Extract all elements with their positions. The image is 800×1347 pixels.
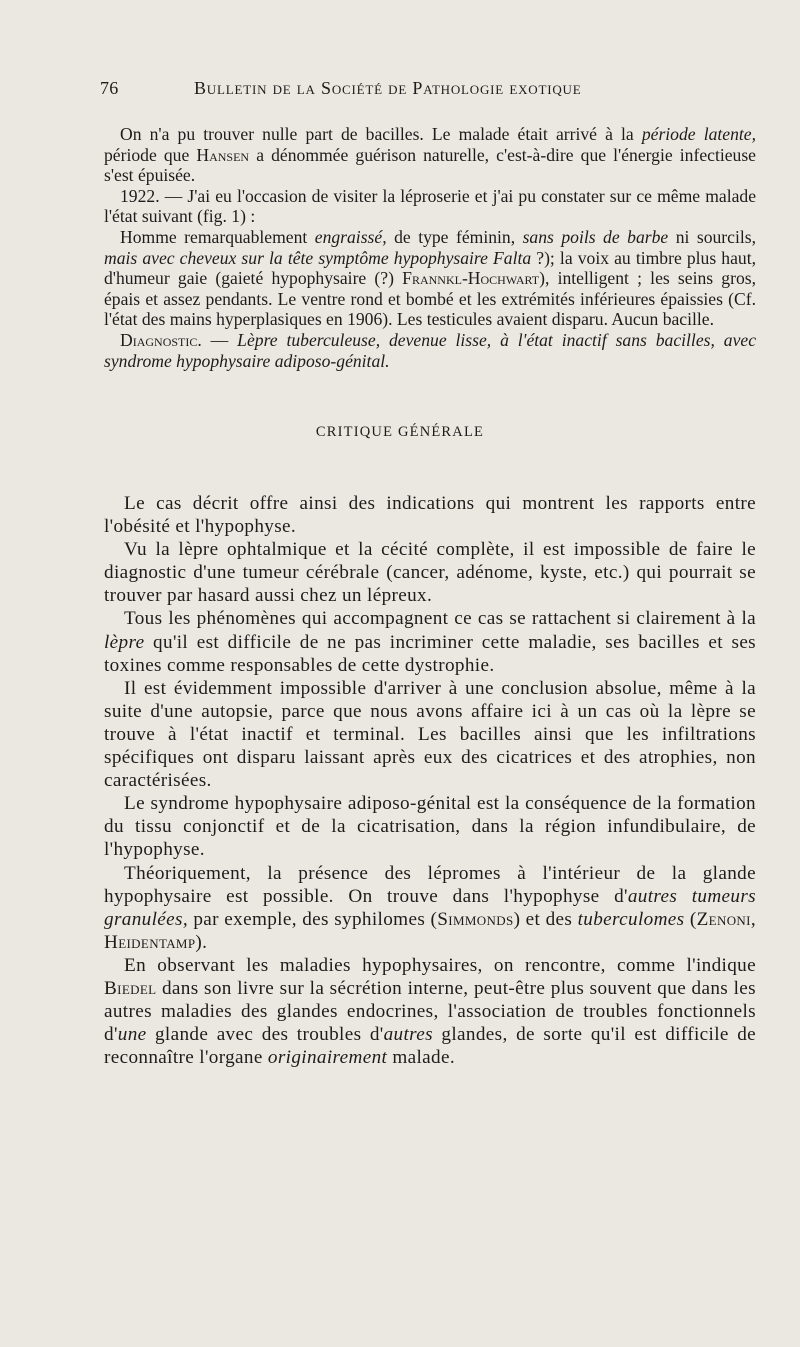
paragraph: 1922. — J'ai eu l'occasion de visiter la léproserie et j'ai pu constater sur ce même malade l'état suivant (fig. 1) : bbox=[104, 185, 756, 227]
critique-body bbox=[104, 492, 756, 1069]
section-heading: CRITIQUE GÉNÉRALE bbox=[315, 424, 485, 440]
paragraph: En observant les maladies hypophysaires, on rencontre, comme l'indique Biedel dans son livre sur la sécrétion interne, peut-être plus souvent que dans les autres maladies des glandes endocrines, l'association de troubles fonctionnels d'une glande avec des troubles d'autres glandes, de sorte qu'il est difficile de reconnaître l'organe originairement malade. bbox=[104, 954, 757, 1069]
paragraph: Le syndrome hypophysaire adiposo-génital est la conséquence de la formation du tissu conjonctif et de la cicatrisation, dans la région infundibulaire, de l'hypophyse. bbox=[104, 793, 756, 861]
paragraph: Le cas décrit offre ainsi des indications qui montrent les rapports entre l'obésité et l'hypophyse. bbox=[104, 493, 756, 538]
paragraph: Homme remarquablement engraissé, de type féminin, sans poils de barbe ni sourcils, mais avec cheveux sur la tête symptôme hypophysaire Falta ?); la voix au timbre plus haut, d'humeur gaie (gaieté hypophysaire (?) Frannkl-Hochwart), intelligent ; les seins gros, épais et assez pendants. Le ventre rond et bombé et les extrémités inférieures épaissies (Cf. l'état des mains hyperplasiques en 1906). Les testicules avaient disparu. Aucun bacille. bbox=[104, 226, 756, 330]
running-header bbox=[100, 78, 760, 99]
paragraph: On n'a pu trouver nulle part de bacilles. Le malade était arrivé à la période latente, période que Hansen a dénommée guérison naturelle, c'est-à-dire que l'énergie infectieuse s'est épuisée. bbox=[104, 124, 756, 186]
page-number: 76 bbox=[100, 78, 119, 98]
paragraph: Théoriquement, la présence des lépromes à l'intérieur de la glande hypophysaire est possible. On trouve dans l'hypophyse d'autres tumeurs granulées, par exemple, des syphilomes (Simmonds) et des tuberculomes (Zenoni, Heidentamp). bbox=[104, 862, 757, 953]
paragraph: Il est évidemment impossible d'arriver à une conclusion absolue, même à la suite d'une autopsie, parce que nous avons affaire ici à un cas où la lèpre se trouve à l'état inactif et terminal. Les bacilles ainsi que les infiltrations spécifiques ont disparu laissant après eux des cicatrices et des atrophies, non caractérisées. bbox=[104, 677, 756, 792]
paragraph: Tous les phénomènes qui accompagnent ce cas se rattachent si clairement à la lèpre qu'il est difficile de ne pas incriminer cette maladie, ses bacilles et ses toxines comme responsables de cette dystrophie. bbox=[104, 608, 756, 676]
paragraph: Vu la lèpre ophtalmique et la cécité complète, il est impossible de faire le diagnostic d'une tumeur cérébrale (cancer, adénome, kyste, etc.) qui pourrait se trouver par hasard aussi chez un lépreux. bbox=[104, 539, 756, 607]
diagnosis-paragraph: Diagnostic. — Lèpre tuberculeuse, devenue lisse, à l'état inactif sans bacilles, avec syndrome hypophysaire adiposo-génital. bbox=[104, 329, 756, 371]
case-description bbox=[104, 124, 756, 371]
journal-title: Bulletin de la Société de Pathologie exotique bbox=[194, 78, 582, 98]
